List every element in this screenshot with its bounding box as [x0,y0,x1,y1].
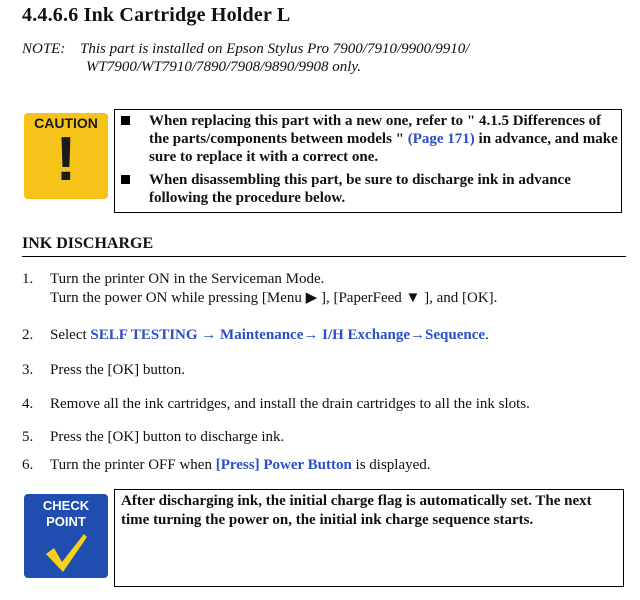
section-heading: 4.4.6.6 Ink Cartridge Holder L [22,4,291,26]
checkpoint-icon [24,494,108,578]
caution-bullet-text-after: in advance, and make sure to replace it with a correct one. [149,131,618,165]
checkpoint-box [114,489,624,587]
step-text: Remove all the ink cartridges, and install the drain cartridges to all the ink slots. [50,396,530,412]
step-item [22,456,622,475]
step-number: 3. [22,362,34,378]
step-number: 1. [22,271,34,287]
caution-bullet-text: When replacing this part with a new one, refer to " 4.1.5 Differences of the parts/components between models " [149,113,602,147]
step-item [22,428,622,447]
step-text-sub: Turn the power ON while pressing [Menu ▶ ], [PaperFeed ▼ ], and [OK]. [50,290,498,306]
caution-bullet [121,112,621,166]
step-number: 2. [22,327,34,343]
caution-icon [24,113,108,199]
step-item [22,395,622,414]
step-text-suffix: is displayed. [351,457,431,473]
checkpoint-badge-line-1: CHECK [42,498,90,513]
caution-badge-label: CAUTION [34,115,98,131]
step-text: Press the [OK] button to discharge ink. [50,429,285,445]
note-label: NOTE: [22,41,66,57]
status-message: [Press] Power Button [215,457,352,473]
checkpoint-text: After discharging ink, the initial charge flag is automatically set. The next time turning the power on, the initial ink charge sequence starts. [121,493,592,528]
step-number: 5. [22,429,34,445]
caution-box [114,109,622,213]
page-reference-link[interactable]: (Page 171) [407,131,475,147]
step-item [22,361,622,380]
checkpoint-badge-line-2: POINT [46,514,86,529]
note-line-1: This part is installed on Epson Stylus Pro 7900/7910/9900/9910/ [80,41,470,57]
caution-bullet [121,171,621,207]
caution-bullet-text: When disassembling this part, be sure to discharge ink in advance following the procedure below. [149,172,571,206]
ink-discharge-title: INK DISCHARGE [22,235,626,257]
step-item [22,270,622,308]
bullet-square-icon [121,175,130,184]
step-text: Select [50,327,91,343]
step-text: Turn the printer OFF when [50,457,216,473]
step-text-suffix: . [485,327,489,343]
note-line-2: WT7900/WT7910/7890/7908/9890/9908 only. [86,59,362,75]
step-text: Turn the printer ON in the Serviceman Mode. [50,271,325,287]
menu-path: SELF TESTING → Maintenance→ I/H Exchange→Sequence [90,327,486,343]
note-block [22,40,622,76]
step-number: 4. [22,396,34,412]
step-text: Press the [OK] button. [50,362,185,378]
step-item [22,326,622,345]
exclamation-icon: ! [55,125,77,194]
step-number: 6. [22,457,34,473]
bullet-square-icon [121,116,130,125]
checkmark-icon [44,532,88,574]
